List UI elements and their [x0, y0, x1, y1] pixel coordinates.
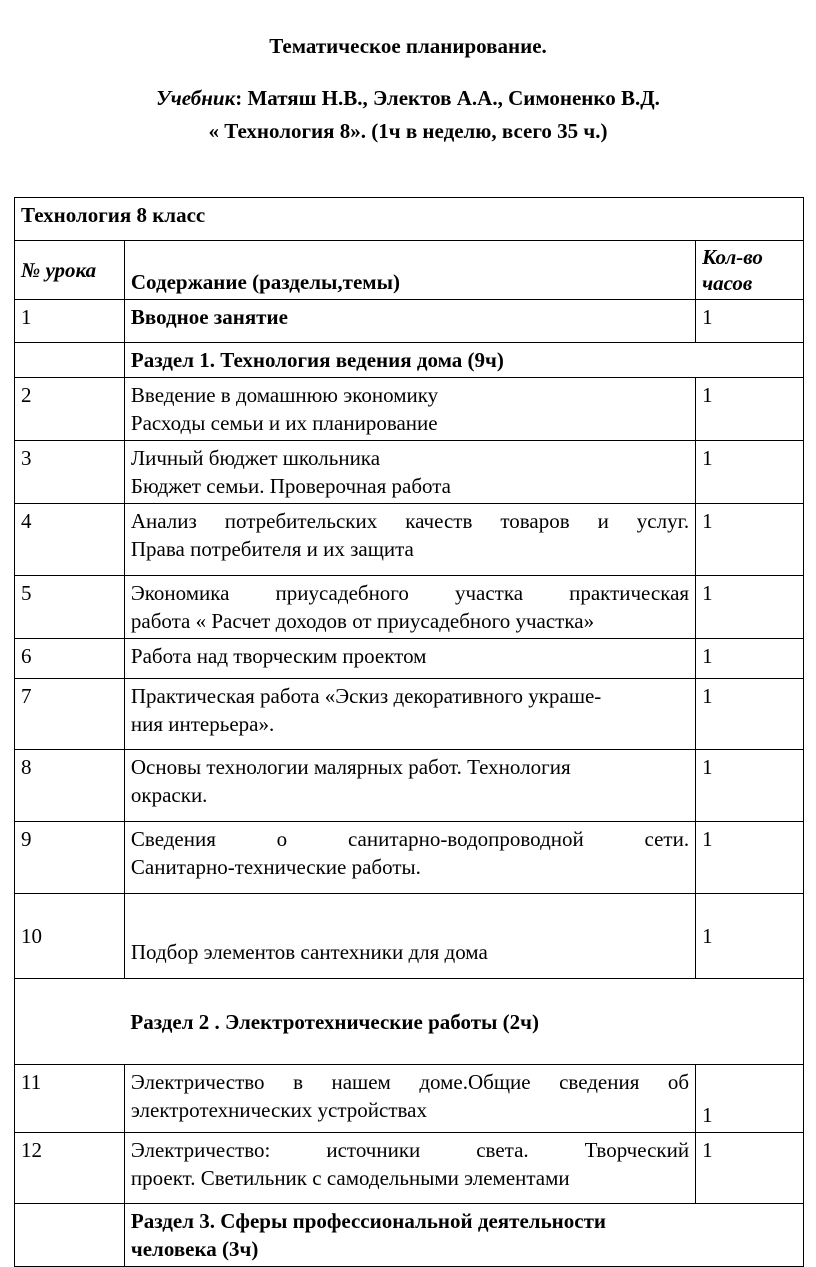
- lesson-number: 10: [15, 894, 125, 979]
- lesson-number: 6: [15, 639, 125, 679]
- lesson-number: 12: [15, 1133, 125, 1204]
- lesson-number: 9: [15, 822, 125, 894]
- section-title-line: человека (3ч): [130, 1237, 259, 1261]
- lesson-topic: [124, 1065, 695, 1133]
- topic-line: ния интерьера».: [130, 712, 275, 736]
- lesson-number: 4: [15, 504, 125, 576]
- section-row: [15, 1204, 804, 1267]
- lesson-hours: 1: [696, 576, 804, 639]
- lesson-topic: Работа над творческим проектом: [124, 639, 695, 679]
- textbook-authors: : Матяш Н.В., Электов А.А., Симоненко В.Д.: [235, 86, 660, 110]
- lesson-number: 2: [15, 378, 125, 441]
- lesson-topic: [124, 378, 695, 441]
- lesson-number: 7: [15, 679, 125, 750]
- table-row: [15, 894, 804, 979]
- lesson-hours: 1: [696, 378, 804, 441]
- lesson-hours: 1: [696, 504, 804, 576]
- lesson-number: 5: [15, 576, 125, 639]
- lesson-hours: 1: [696, 639, 804, 679]
- lesson-hours: 1: [696, 1065, 804, 1133]
- lesson-topic: Подбор элементов сантехники для дома: [124, 894, 695, 979]
- table-caption-row: [15, 198, 804, 241]
- topic-line: Сведения о санитарно-водопроводной сети.: [130, 827, 690, 851]
- lesson-number: 3: [15, 441, 125, 504]
- lesson-topic: [124, 504, 695, 576]
- topic-line: работа « Расчет доходов от приусадебного участка»: [130, 609, 595, 633]
- table-row: [15, 750, 804, 822]
- lesson-topic: Вводное занятие: [124, 300, 695, 343]
- section-title: Раздел 2 . Электротехнические работы (2ч): [124, 979, 803, 1065]
- topic-line: Электричество: источники света. Творческий: [130, 1138, 690, 1162]
- lesson-topic: [124, 750, 695, 822]
- table-row: [15, 1065, 804, 1133]
- table-row: [15, 822, 804, 894]
- table-row: [15, 639, 804, 679]
- topic-line: Анализ потребительских качеств товаров и услуг.: [130, 509, 690, 533]
- table-header-row: [15, 241, 804, 300]
- table-row: [15, 679, 804, 750]
- textbook-line: [0, 86, 816, 111]
- topic-line: Бюджет семьи. Проверочная работа: [130, 474, 451, 498]
- lesson-hours: 1: [696, 679, 804, 750]
- topic-line: электротехнических устройствах: [130, 1098, 427, 1122]
- lesson-topic: [124, 679, 695, 750]
- textbook-title-line: « Технология 8». (1ч в неделю, всего 35 ч.): [208, 119, 608, 143]
- lesson-number: 1: [15, 300, 125, 343]
- section-spacer: [15, 343, 125, 378]
- section-spacer: [15, 979, 125, 1065]
- lesson-number: 11: [15, 1065, 125, 1133]
- topic-line: Права потребителя и их защита: [130, 537, 414, 561]
- table-row: [15, 1133, 804, 1204]
- lesson-topic: [124, 822, 695, 894]
- page-title: Тематическое планирование.: [269, 34, 547, 58]
- lesson-hours: 1: [696, 441, 804, 504]
- topic-line: Экономика приусадебного участка практическая: [130, 581, 690, 605]
- section-title: Раздел 1. Технология ведения дома (9ч): [124, 343, 803, 378]
- section-title-line: Раздел 3. Сферы профессиональной деятельности: [130, 1209, 607, 1233]
- section-row: [15, 979, 804, 1065]
- topic-line: Практическая работа «Эскиз декоративного украше-: [130, 684, 602, 708]
- topic-line: Санитарно-технические работы.: [130, 855, 421, 879]
- table-row: [15, 441, 804, 504]
- lesson-hours: 1: [696, 750, 804, 822]
- topic-line: окраски.: [130, 783, 208, 807]
- section-title: [124, 1204, 803, 1267]
- lesson-plan-table: [14, 197, 804, 1267]
- lesson-topic: [124, 576, 695, 639]
- lesson-hours: 1: [696, 822, 804, 894]
- section-row: [15, 343, 804, 378]
- lesson-hours: 1: [696, 300, 804, 343]
- topic-line: Основы технологии малярных работ. Технология: [130, 755, 571, 779]
- topic-line: Введение в домашнюю экономику: [130, 383, 439, 407]
- table-row: [15, 504, 804, 576]
- topic-line: проект. Светильник с самодельными элементами: [130, 1166, 570, 1190]
- textbook-label: Учебник: [156, 86, 236, 110]
- topic-line: Расходы семьи и их планирование: [130, 411, 438, 435]
- topic-line: Электричество в нашем доме.Общие сведения об: [130, 1070, 690, 1094]
- lesson-topic: [124, 1133, 695, 1204]
- col-header-hours: Кол-во часов: [696, 241, 804, 300]
- lesson-hours: 1: [696, 894, 804, 979]
- lesson-number: 8: [15, 750, 125, 822]
- table-row: [15, 300, 804, 343]
- table-caption: Технология 8 класс: [15, 198, 804, 241]
- table-row: [15, 576, 804, 639]
- section-spacer: [15, 1204, 125, 1267]
- col-header-content: Содержание (разделы,темы): [124, 241, 695, 300]
- col-header-lesson: № урока: [15, 241, 125, 300]
- lesson-hours: 1: [696, 1133, 804, 1204]
- table-row: [15, 378, 804, 441]
- topic-line: Личный бюджет школьника: [130, 446, 381, 470]
- lesson-topic: [124, 441, 695, 504]
